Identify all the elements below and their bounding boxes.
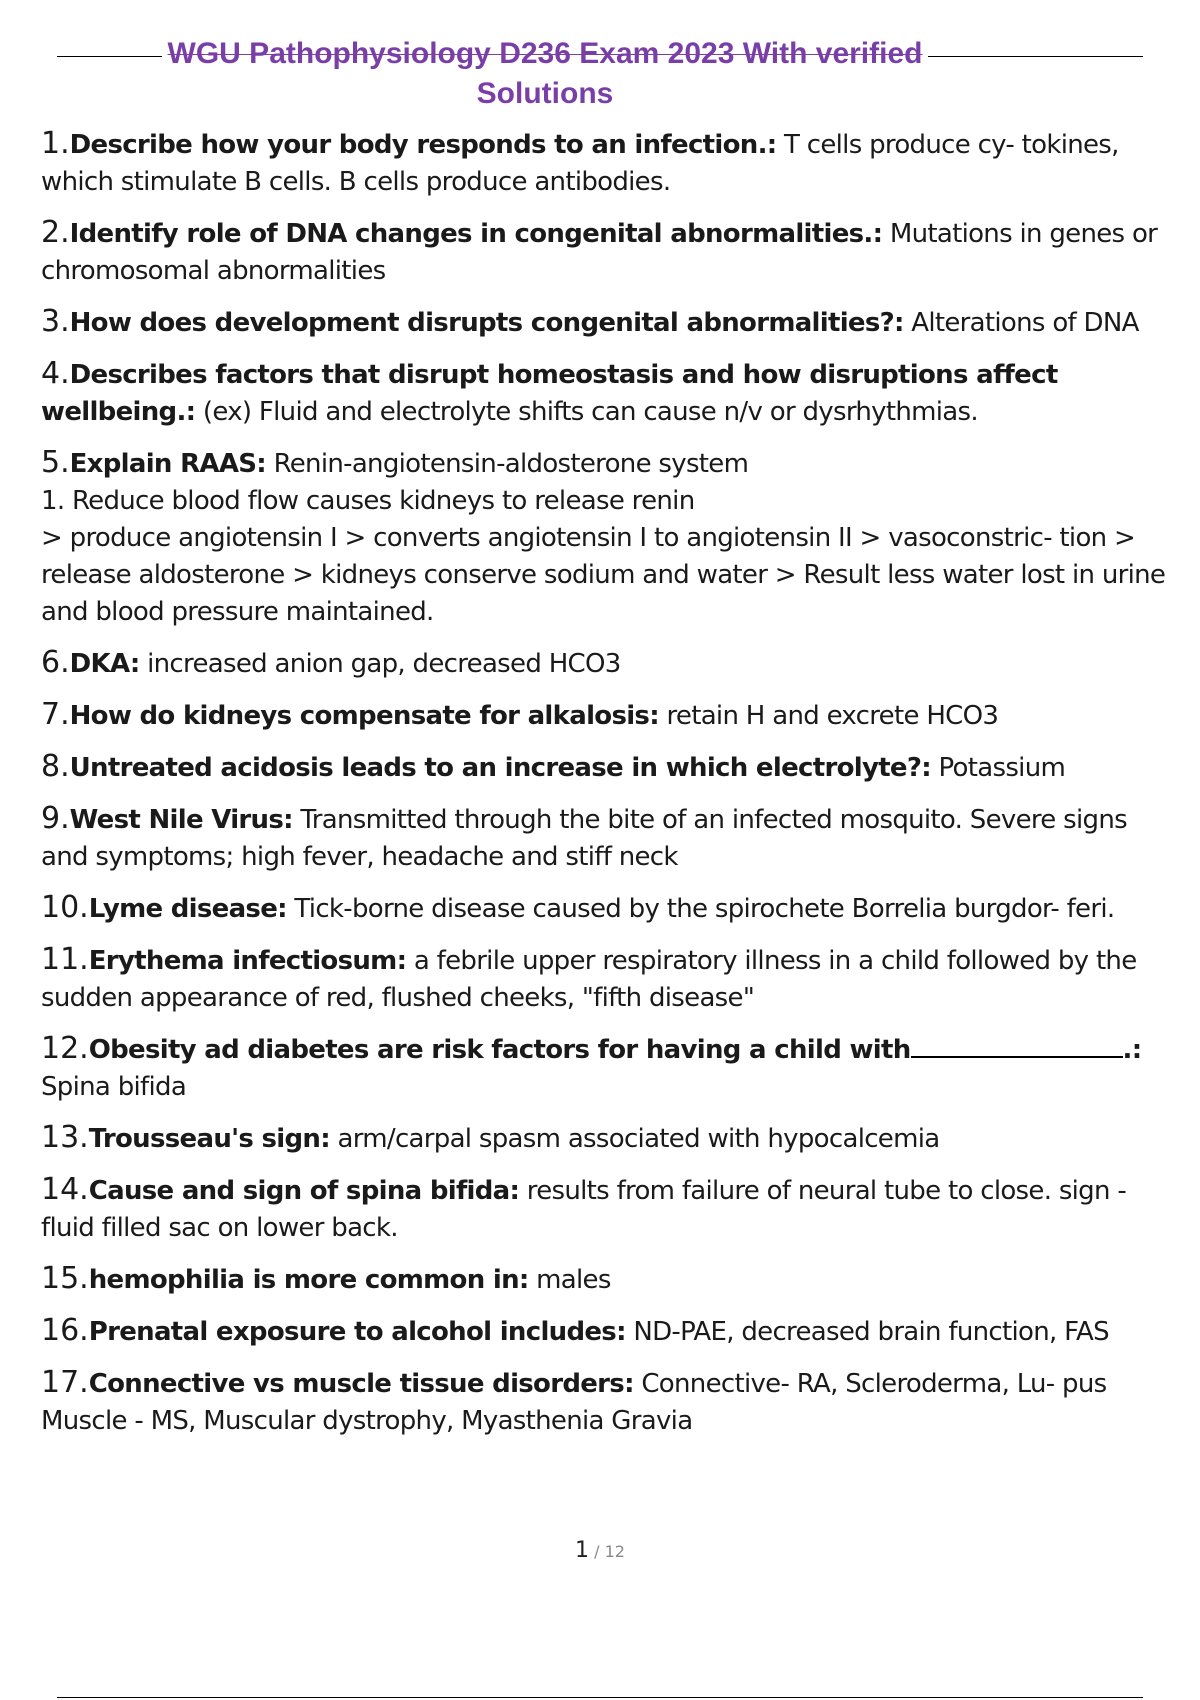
answer-line: Muscle - MS, Muscular dystrophy, Myasthenia Gravia <box>41 1406 693 1436</box>
question-text: Connective vs muscle tissue disorders: <box>88 1369 634 1399</box>
answer-text: ND-PAE, decreased brain function, FAS <box>625 1317 1109 1347</box>
answer-text: Tick-borne disease caused by the spirochete Borrelia burgdor- feri. <box>286 894 1115 924</box>
answer-text: Connective- RA, Scleroderma, Lu- pus <box>633 1369 1107 1399</box>
answer-text: (ex) Fluid and electrolyte shifts can cause n/v or dysrhythmias. <box>195 397 978 427</box>
question-text: Identify role of DNA changes in congenital abnormalities.: <box>69 219 883 249</box>
question-text: Trousseau's sign: <box>88 1124 330 1154</box>
item-number: 15. <box>41 1261 89 1296</box>
answer-text: Transmitted through the bite of an infected mosquito. Severe signs and symptoms; high fever, headache and stiff neck <box>41 805 1127 872</box>
question-text: West Nile Virus: <box>69 805 293 835</box>
answer-text: increased anion gap, decreased HCO3 <box>139 649 621 679</box>
qa-item <box>41 1119 1181 1158</box>
answer-line: 1. Reduce blood flow causes kidneys to release renin <box>41 486 695 516</box>
item-number: 7. <box>41 697 70 732</box>
item-number: 4. <box>41 356 70 391</box>
item-number: 14. <box>41 1172 89 1207</box>
title-line-2: Solutions <box>476 77 614 110</box>
question-text: How does development disrupts congenital abnormalities?: <box>69 308 904 338</box>
answer-text: Alterations of DNA <box>903 308 1139 338</box>
qa-item <box>41 444 1181 631</box>
item-number: 3. <box>41 304 70 339</box>
question-text: Obesity ad diabetes are risk factors for having a child with <box>88 1035 911 1065</box>
qa-item <box>41 696 1181 735</box>
question-text: Describes factors that disrupt homeostasis and how disruptions affect wellbeing.: <box>41 360 1058 427</box>
question-text: Erythema infectiosum: <box>88 946 407 976</box>
item-number: 10. <box>41 890 89 925</box>
question-text: Describe how your body responds to an infection.: <box>69 130 777 160</box>
qa-item <box>41 303 1181 342</box>
item-number: 5. <box>41 445 70 480</box>
question-suffix: .: <box>1122 1035 1142 1065</box>
question-text: Cause and sign of spina bifida: <box>88 1176 520 1206</box>
page-title <box>0 34 1090 114</box>
question-text: Untreated acidosis leads to an increase in which electrolyte?: <box>69 753 931 783</box>
answer-text: males <box>528 1265 611 1295</box>
question-list <box>41 125 1181 1453</box>
qa-item <box>41 748 1181 787</box>
qa-item <box>41 800 1181 876</box>
qa-item <box>41 889 1181 928</box>
answer-text: Spina bifida <box>41 1072 187 1102</box>
question-text: Explain RAAS: <box>69 449 266 479</box>
question-text: DKA: <box>69 649 140 679</box>
item-number: 13. <box>41 1120 89 1155</box>
qa-item <box>41 1030 1181 1106</box>
answer-text: retain H and excrete HCO3 <box>658 701 999 731</box>
item-number: 17. <box>41 1365 89 1400</box>
answer-text: Renin-angiotensin-aldosterone system <box>266 449 749 479</box>
current-page: 1 <box>575 1538 590 1563</box>
fill-in-blank <box>911 1034 1123 1058</box>
qa-item <box>41 1260 1181 1299</box>
qa-item <box>41 1312 1181 1351</box>
answer-text: arm/carpal spasm associated with hypocalcemia <box>329 1124 940 1154</box>
item-number: 11. <box>41 942 89 977</box>
question-text: Prenatal exposure to alcohol includes: <box>88 1317 626 1347</box>
qa-item <box>41 644 1181 683</box>
item-number: 12. <box>41 1031 89 1066</box>
qa-item <box>41 355 1181 431</box>
answer-line: > produce angiotensin I > converts angiotensin I to angiotensin II > vasoconstric- tion > release aldosterone > kidneys conserve sodium and water > Result less water lost in urine and blood pressure maintained. <box>41 523 1166 627</box>
question-text: Lyme disease: <box>88 894 287 924</box>
total-pages: / 12 <box>594 1542 625 1561</box>
item-number: 8. <box>41 749 70 784</box>
footer-rule <box>57 1697 1143 1698</box>
qa-item <box>41 1364 1181 1440</box>
title-line-1: WGU Pathophysiology D236 Exam 2023 With verified <box>162 34 929 74</box>
item-number: 9. <box>41 801 70 836</box>
item-number: 1. <box>41 126 70 161</box>
answer-text: T cells produce cy- tokines, which stimulate B cells. B cells produce antibodies. <box>41 130 1119 197</box>
answer-text: results from failure of neural tube to close. sign - fluid filled sac on lower back. <box>41 1176 1127 1243</box>
answer-text: Mutations in genes or chromosomal abnormalities <box>41 219 1158 286</box>
page-number <box>0 1538 1200 1563</box>
qa-item <box>41 125 1181 201</box>
answer-text: a febrile upper respiratory illness in a child followed by the sudden appearance of red, flushed cheeks, "fifth disease" <box>41 946 1137 1013</box>
qa-item <box>41 1171 1181 1247</box>
item-number: 6. <box>41 645 70 680</box>
item-number: 2. <box>41 215 70 250</box>
question-text: hemophilia is more common in: <box>88 1265 529 1295</box>
qa-item <box>41 214 1181 290</box>
question-text: How do kidneys compensate for alkalosis: <box>69 701 659 731</box>
qa-item <box>41 941 1181 1017</box>
item-number: 16. <box>41 1313 89 1348</box>
answer-text: Potassium <box>930 753 1066 783</box>
